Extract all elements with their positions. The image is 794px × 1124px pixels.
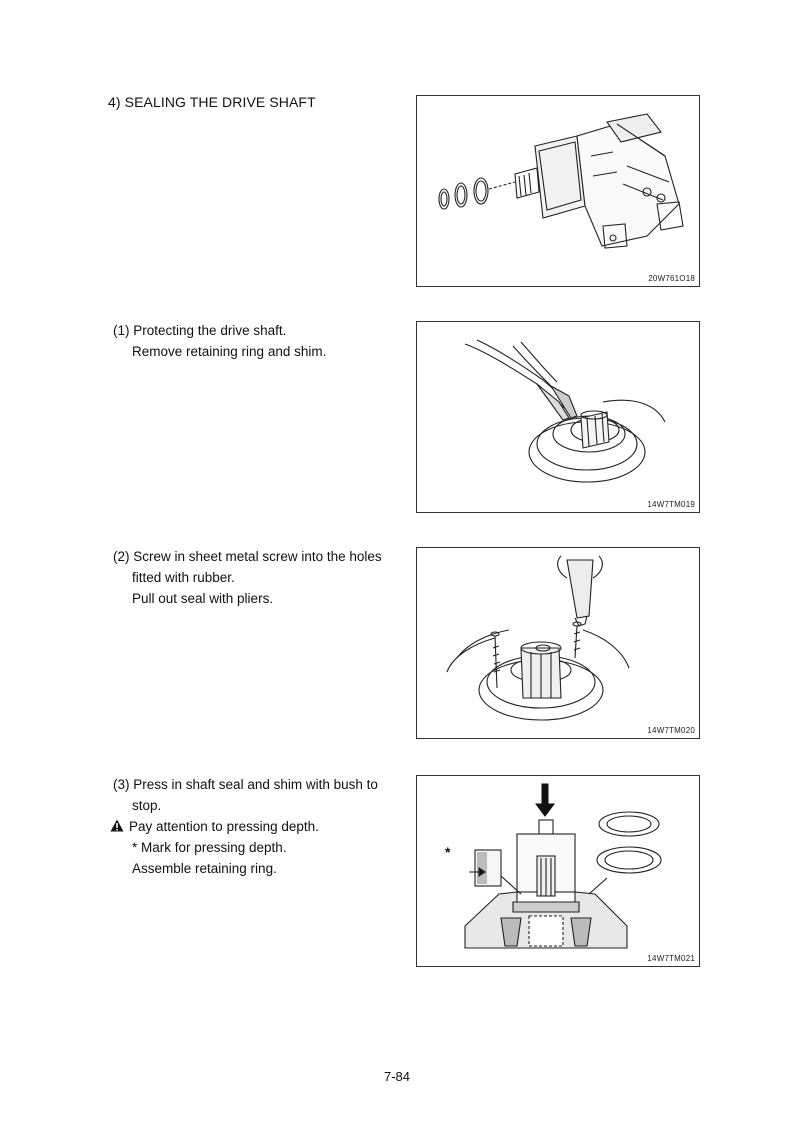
step-1-number: (1) [113, 323, 130, 338]
step-2-line-1: Screw in sheet metal screw into the holes [133, 549, 382, 564]
step-1 [113, 320, 326, 362]
warning-row [110, 816, 378, 837]
figure-code: 20W761O18 [648, 274, 695, 283]
step-3 [113, 774, 378, 879]
figure-code: 14W7TM021 [647, 954, 695, 963]
step-3-number: (3) [113, 777, 130, 792]
page-number: 7-84 [383, 1069, 411, 1084]
step-3-note-2: Assemble retaining ring. [132, 861, 277, 876]
pliers-illustration [417, 322, 699, 512]
figure-pump-seal-rings [416, 95, 700, 287]
figure-code: 14W7TM020 [647, 726, 695, 735]
step-3-line-2: stop. [132, 798, 162, 813]
warning-triangle-icon [110, 819, 124, 832]
pump-illustration [417, 96, 699, 286]
step-1-line-2: Remove retaining ring and shim. [132, 344, 327, 359]
step-1-line-1: Protecting the drive shaft. [133, 323, 287, 338]
step-2-line-2: fitted with rubber. [132, 570, 235, 585]
pressing-depth-marker: * [445, 844, 451, 860]
figure-remove-retaining-ring [416, 321, 700, 513]
figure-press-shaft-seal [416, 775, 700, 967]
step-3-line-1: Press in shaft seal and shim with bush to [133, 777, 378, 792]
step-2-number: (2) [113, 549, 130, 564]
warning-text: Pay attention to pressing depth. [129, 819, 319, 834]
figure-code: 14W7TM019 [647, 500, 695, 509]
press-illustration [417, 776, 699, 966]
screws-illustration [417, 548, 699, 738]
section-title: 4) SEALING THE DRIVE SHAFT [108, 94, 316, 110]
step-2-line-3: Pull out seal with pliers. [132, 591, 274, 606]
figure-pull-out-seal [416, 547, 700, 739]
step-2 [113, 546, 382, 609]
step-3-note-1: * Mark for pressing depth. [132, 840, 287, 855]
